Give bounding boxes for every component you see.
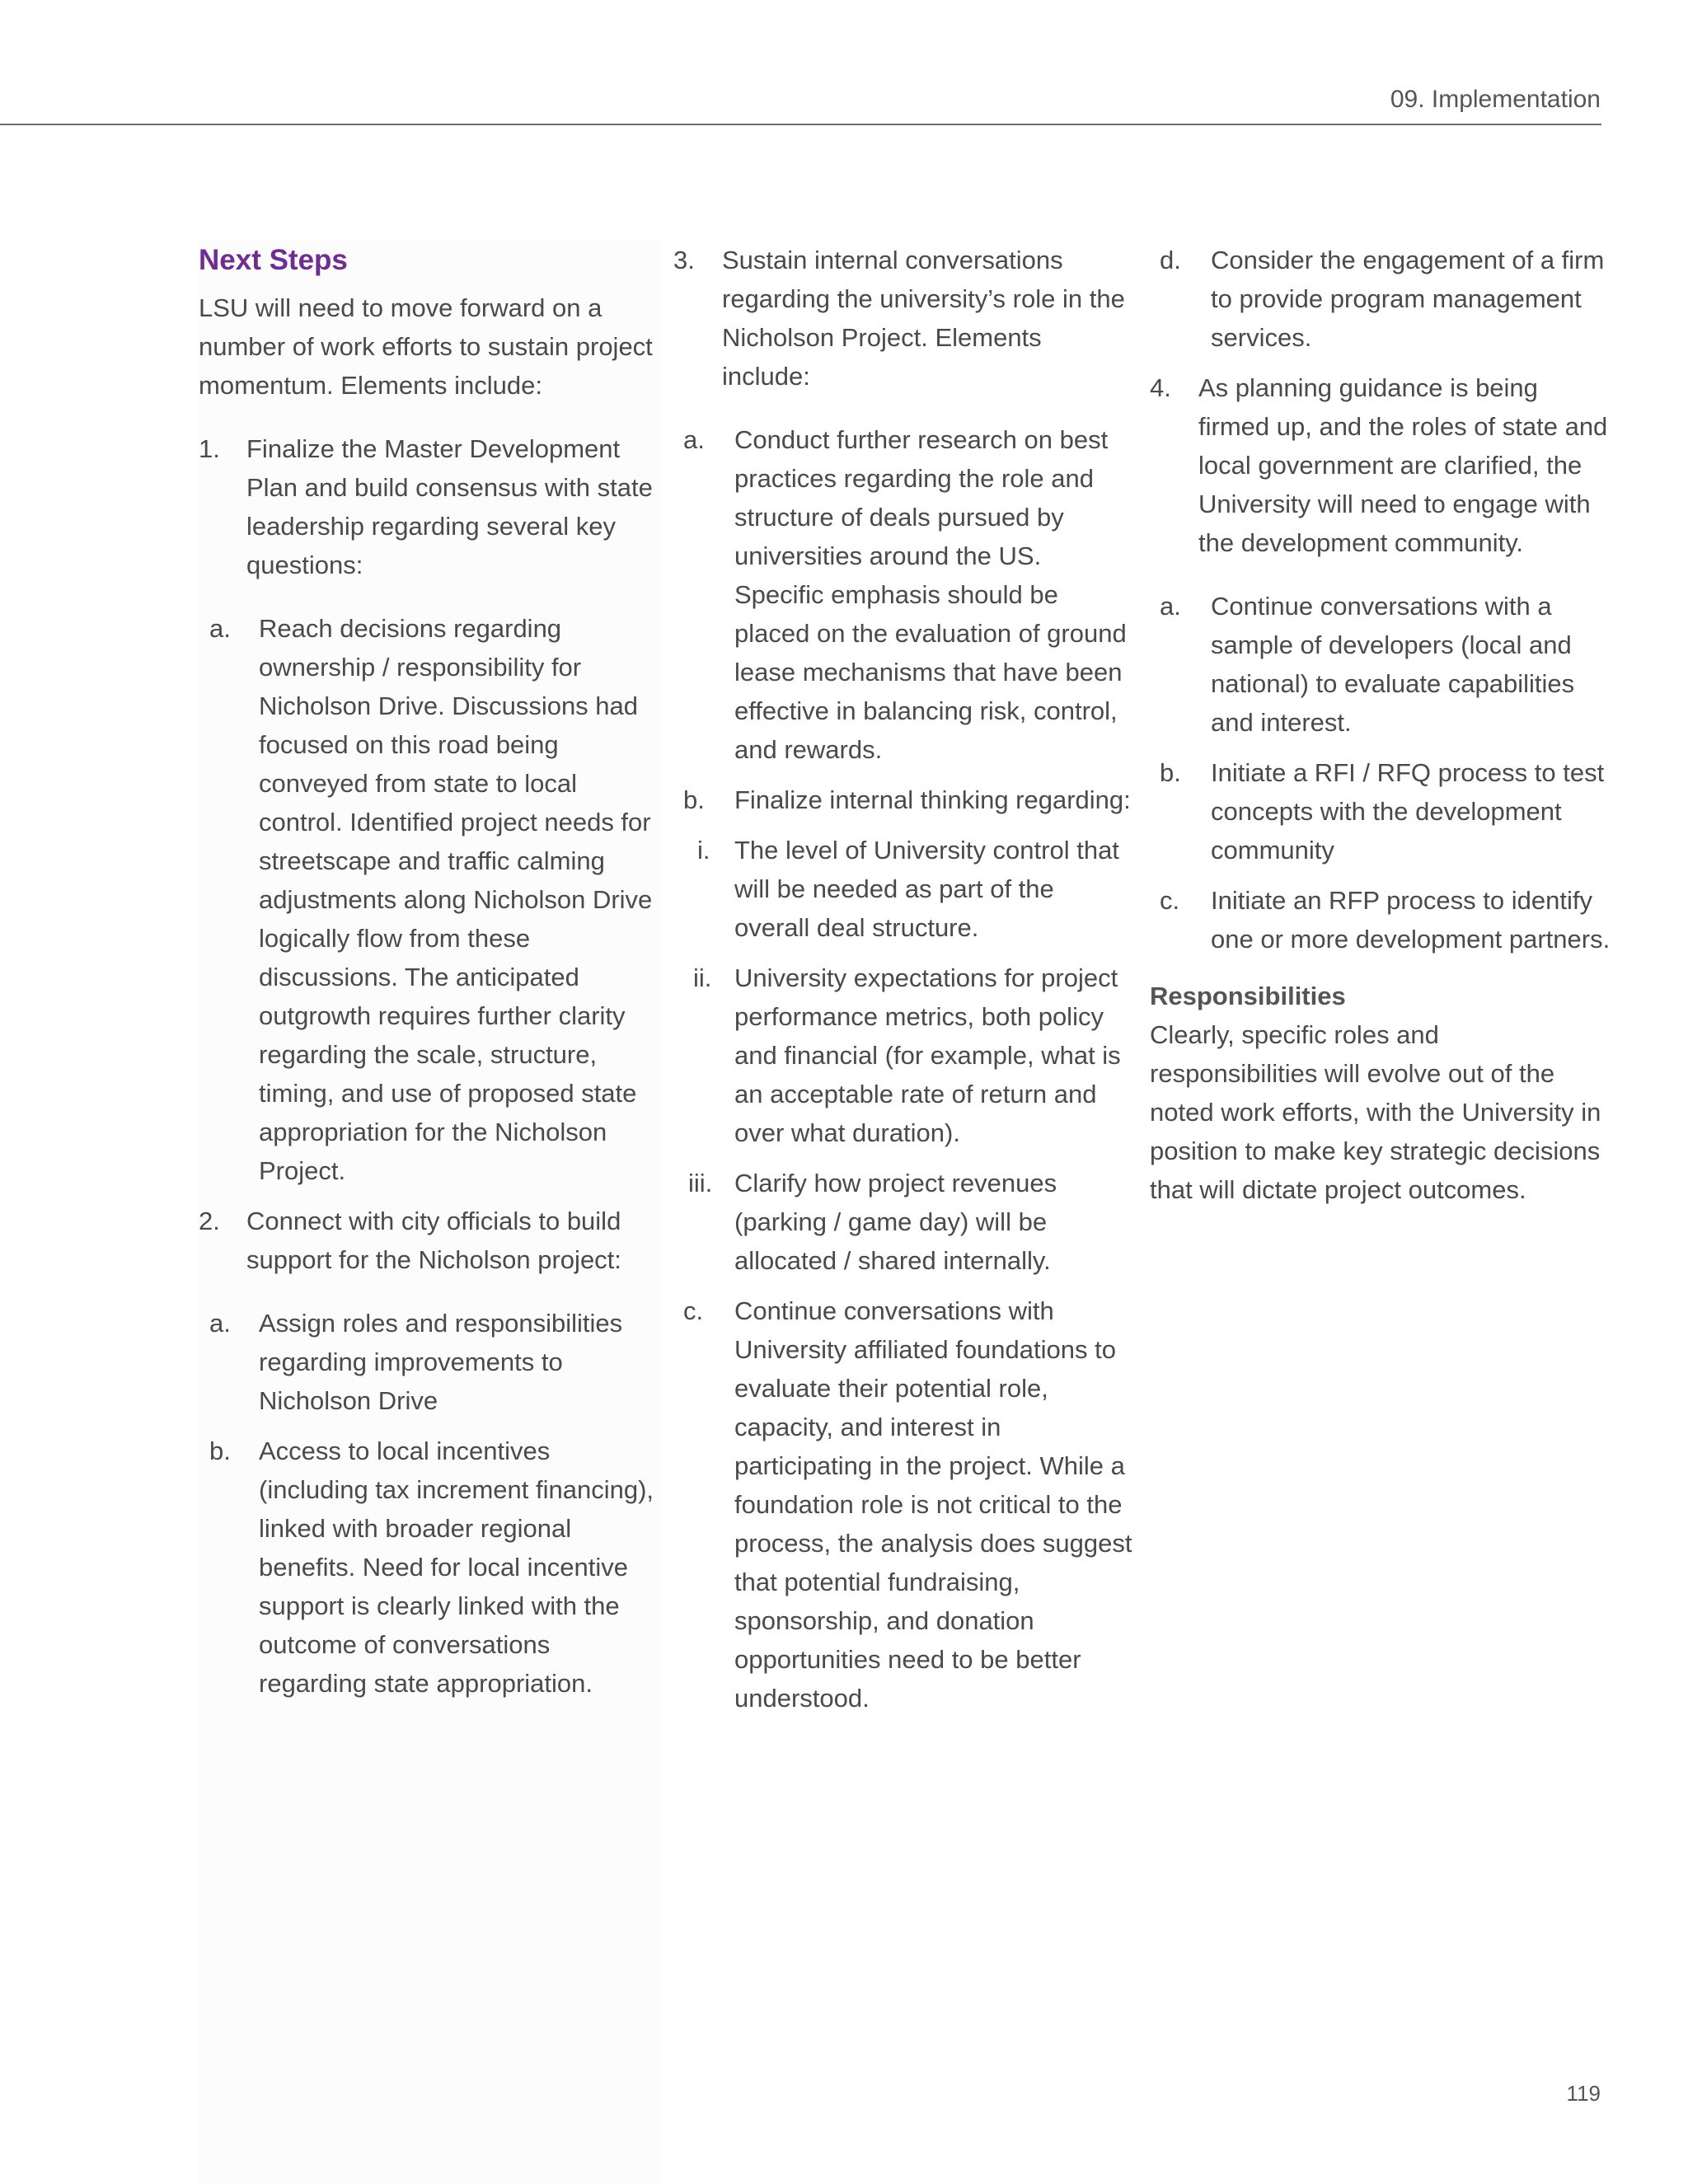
- list-item-text: Initiate an RFP process to identify one or more development partners.: [1211, 886, 1611, 954]
- list-item-3: [673, 241, 1135, 396]
- list-item-text: Finalize internal thinking regarding:: [734, 785, 1131, 814]
- list-item-text: Access to local incentives (including tax increment financing), linked with broader regional benefits. Need for local incentive support is clearly linked with the outcome of conversations regarding state appropriation.: [259, 1436, 654, 1698]
- list-marker: a.: [683, 425, 705, 454]
- list-item-3a: [673, 420, 1135, 769]
- list-item-text: University expectations for project performance metrics, both policy and financial (for example, what is an acceptable rate of return and over what duration).: [734, 963, 1121, 1147]
- list-item-4b: [1150, 753, 1611, 869]
- list-item-text: Connect with city officials to build support for the Nicholson project:: [246, 1207, 621, 1274]
- list-item-3b-i: [673, 831, 1135, 947]
- list-marker: b.: [1160, 758, 1181, 787]
- list-item-text: Initiate a RFI / RFQ process to test concepts with the development community: [1211, 758, 1605, 865]
- list-marker: 4.: [1150, 373, 1171, 402]
- list-item-text: As planning guidance is being firmed up, and the roles of state and local government are clarified, the University will need to engage with the development community.: [1198, 373, 1608, 557]
- list-item-text: Conduct further research on best practices regarding the role and structure of deals pursued by universities around the US. Specific emphasis should be placed on the evaluation of ground lease mechanisms that have been effective in balancing risk, control, and rewards.: [734, 425, 1127, 764]
- list-item-text: The level of University control that will be needed as part of the overall deal structure.: [734, 836, 1119, 942]
- list-item-text: Continue conversations with University affiliated foundations to evaluate their potential role, capacity, and interest in participating in the project. While a foundation role is not critical to the process, the analysis does suggest that potential fundraising, sponsorship, and donation opportunities need to be better understood.: [734, 1296, 1132, 1713]
- list-item-4a: [1150, 587, 1611, 742]
- header-rule: [0, 124, 1601, 125]
- list-marker: 3.: [673, 246, 695, 274]
- list-marker: c.: [1160, 886, 1180, 915]
- list-item-text: Finalize the Master Development Plan and build consensus with state leadership regarding several key questions:: [246, 434, 653, 579]
- section-header: 09. Implementation: [1390, 86, 1601, 113]
- column-3: [1150, 241, 1611, 1209]
- list-item-1: [199, 429, 660, 584]
- list-item-text: Continue conversations with a sample of developers (local and national) to evaluate capabilities and interest.: [1211, 592, 1575, 737]
- list-marker: d.: [1160, 246, 1181, 274]
- list-item-text: Consider the engagement of a firm to provide program management services.: [1211, 246, 1605, 352]
- list-marker: 2.: [199, 1207, 220, 1235]
- list-item-2b: [199, 1432, 660, 1703]
- list-item-4c: [1150, 881, 1611, 958]
- list-item-2a: [199, 1304, 660, 1420]
- list-item-text: Reach decisions regarding ownership / responsibility for Nicholson Drive. Discussions had focused on this road being conveyed from state to local control. Identified project needs for streetscape and traffic calming adjustments along Nicholson Drive logically flow from these discussions. The anticipated outgrowth requires further clarity regarding the scale, structure, timing, and use of proposed state appropriation for the Nicholson Project.: [259, 614, 653, 1185]
- list-item-1a: [199, 609, 660, 1190]
- list-item-3b: [673, 780, 1135, 819]
- list-item-4: [1150, 368, 1611, 562]
- list-marker: i.: [697, 836, 710, 865]
- list-item-text: Assign roles and responsibilities regarding improvements to Nicholson Drive: [259, 1309, 623, 1415]
- list-item-3b-ii: [673, 958, 1135, 1152]
- intro-paragraph: LSU will need to move forward on a number of work efforts to sustain project momentum. Elements include:: [199, 293, 653, 400]
- responsibilities-paragraph: Clearly, specific roles and responsibilities will evolve out of the noted work efforts, with the University in position to make key strategic decisions that will dictate project outcomes.: [1150, 1020, 1601, 1204]
- responsibilities-heading: Responsibilities: [1150, 982, 1346, 1010]
- list-item-3c: [673, 1291, 1135, 1718]
- list-marker: a.: [1160, 592, 1181, 621]
- section-title: Next Steps: [199, 244, 348, 276]
- column-1: [199, 241, 660, 1703]
- list-item-3d: [1150, 241, 1611, 357]
- list-item-text: Clarify how project revenues (parking / game day) will be allocated / shared internally.: [734, 1169, 1057, 1275]
- list-marker: c.: [683, 1296, 704, 1325]
- list-item-text: Sustain internal conversations regarding the university’s role in the Nicholson Project. Elements include:: [722, 246, 1125, 391]
- list-marker: a.: [209, 1309, 231, 1338]
- list-marker: a.: [209, 614, 231, 643]
- list-item-2: [199, 1202, 660, 1279]
- list-marker: 1.: [199, 434, 220, 463]
- list-marker: b.: [683, 785, 705, 814]
- list-item-3b-iii: [673, 1164, 1135, 1280]
- column-2: [673, 241, 1135, 1718]
- list-marker: ii.: [693, 963, 712, 992]
- list-marker: b.: [209, 1436, 231, 1465]
- list-marker: iii.: [688, 1169, 713, 1197]
- page-number: 119: [1566, 2081, 1601, 2106]
